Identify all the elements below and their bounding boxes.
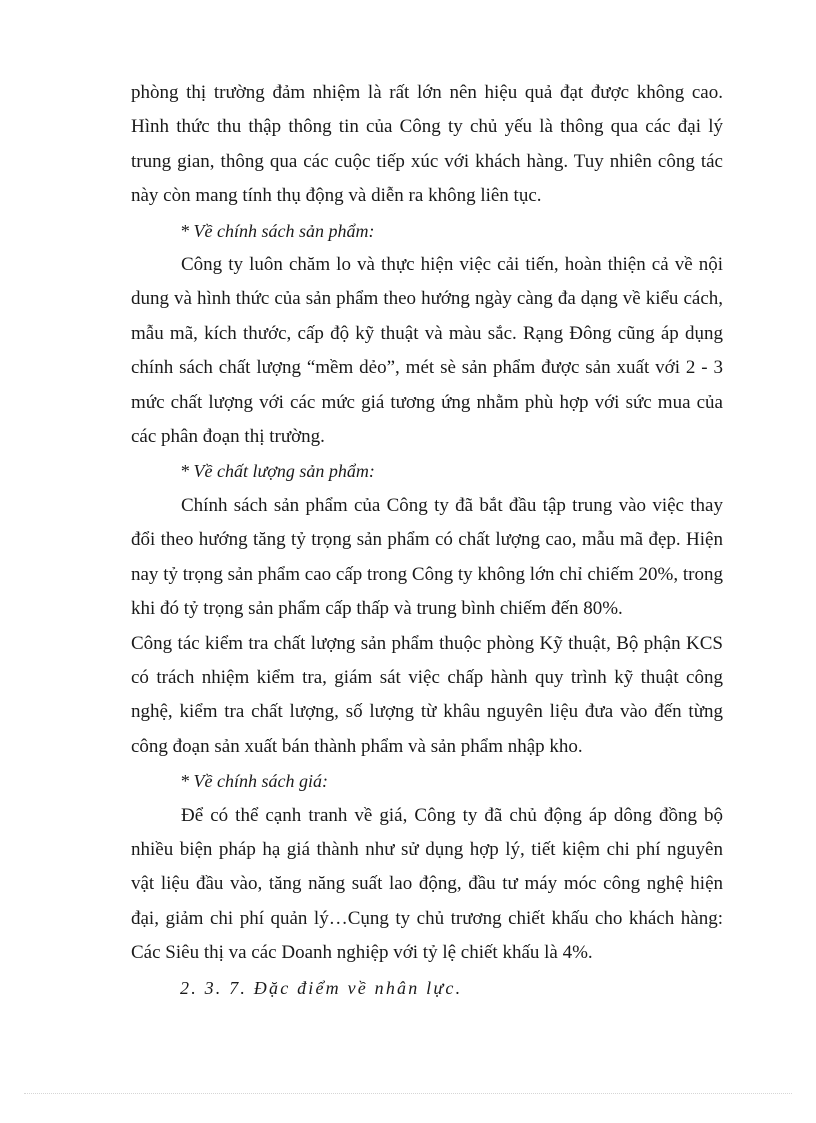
- document-body: [131, 76, 723, 1005]
- paragraph-market-research: phòng thị trường đảm nhiệm là rất lớn nên hiệu quả đạt được không cao. Hình thức thu thập thông tin của Công ty chủ yếu là thông qua các đại lý trung gian, thông qua các cuộc tiếp xúc với khách hàng. Tuy nhiên công tác này còn mang tính thụ động và diễn ra không liên tục.: [131, 82, 723, 207]
- paragraph-product-quality: Chính sách sản phẩm của Công ty đã bắt đầu tập trung vào việc thay đổi theo hướng tăng tỷ trọng sản phẩm có chất lượng cao, mẫu mã đẹp. Hiện nay tỷ trọng sản phẩm cao cấp trong Công ty không lớn chỉ chiếm 20%, trong khi đó tỷ trọng sản phẩm cấp thấp và trung bình chiếm đến 80%.: [131, 494, 723, 620]
- paragraph-product-policy: Công ty luôn chăm lo và thực hiện việc cải tiến, hoàn thiện cả về nội dung và hình thức của sản phẩm theo hướng ngày càng đa dạng về kiểu cách, mẫu mã, kích thước, cấp độ kỹ thuật và màu sắc. Rạng Đông cũng áp dụng chính sách chất lượng “mềm dẻo”, mét sè sản phẩm được sản xuất với 2 - 3 mức chất lượng với các mức giá tương ứng nhằm phù hợp với sức mua của các phân đoạn thị trường.: [131, 254, 723, 448]
- heading-product-quality: * Về chất lượng sản phẩm:: [180, 461, 375, 482]
- heading-pricing-policy: * Về chính sách giá:: [180, 771, 328, 792]
- paragraph-pricing-policy: Để có thể cạnh tranh về giá, Công ty đã chủ động áp dông đồng bộ nhiều biện pháp hạ giá thành như sử dụng hợp lý, tiết kiệm chi phí nguyên vật liệu đầu vào, tăng năng suất lao động, đầu tư máy móc công nghệ hiện đại, giảm chi phí quản lý…Cụng ty chủ trương chiết khấu cho khách hàng: Các Siêu thị va các Doanh nghiệp với tỷ lệ chiết khấu là 4%.: [131, 804, 723, 964]
- heading-product-policy: * Về chính sách sản phẩm:: [180, 220, 375, 241]
- section-heading-human-resources: 2. 3. 7. Đặc điểm về nhân lực.: [180, 977, 463, 998]
- page-bottom-divider: [24, 1093, 792, 1094]
- paragraph-quality-inspection: Công tác kiểm tra chất lượng sản phẩm thuộc phòng Kỹ thuật, Bộ phận KCS có trách nhiệm kiểm tra, giám sát việc chấp hành quy trình kỹ thuật công nghệ, kiểm tra chất lượng, số lượng từ khâu nguyên liệu đưa vào đến từng công đoạn sản xuất bán thành phẩm và sản phẩm nhập kho.: [131, 632, 723, 757]
